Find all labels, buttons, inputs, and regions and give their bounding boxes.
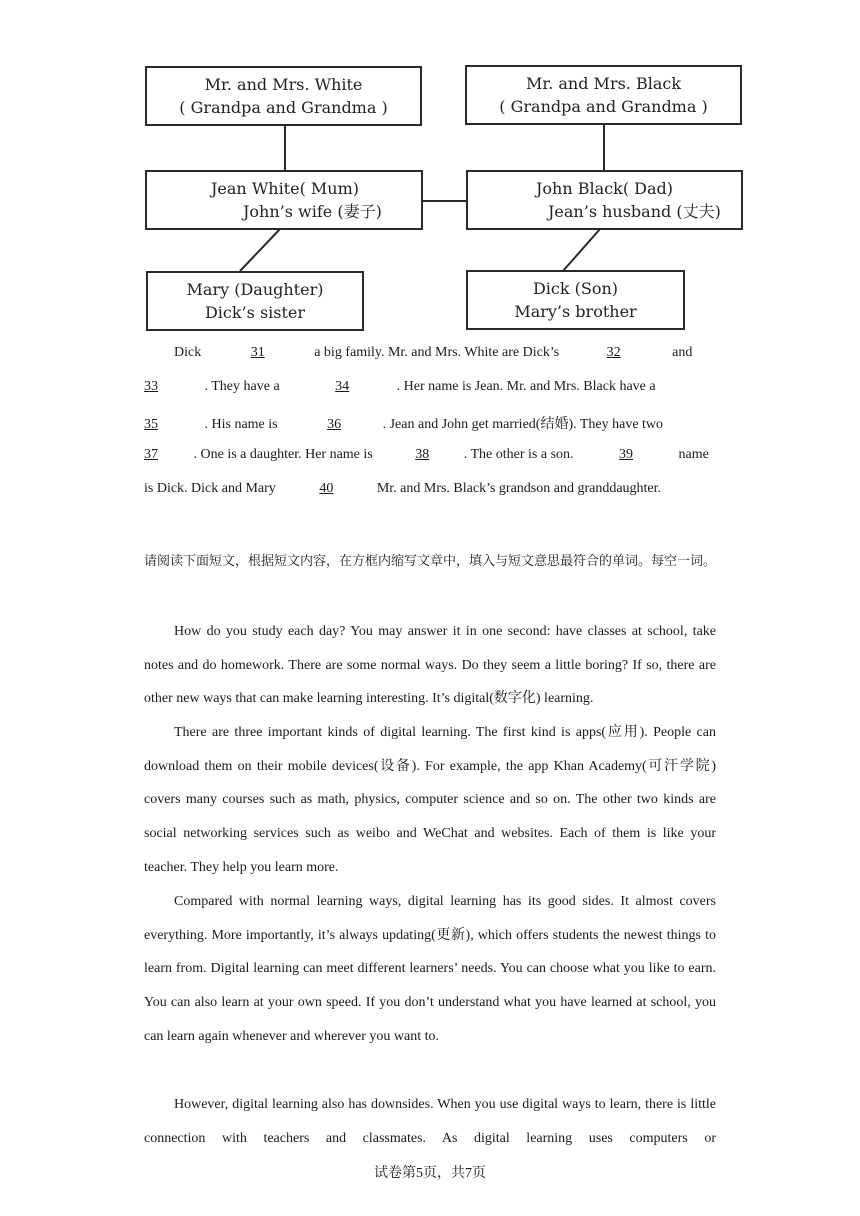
box-daughter [146, 271, 364, 331]
box-line-1: Mary (Daughter) [186, 280, 324, 299]
cloze-line-4 [144, 447, 716, 463]
cloze-text: . His name is [204, 417, 278, 432]
blank-39[interactable]: 39 [619, 447, 634, 462]
box-line-2: John’s wife (妻子) [243, 202, 382, 221]
box-line-1: Mr. and Mrs. White [204, 75, 363, 94]
blank-40[interactable]: 40 [319, 481, 334, 496]
cloze-text: . Jean and John get married(结婚). They have two [382, 417, 664, 432]
passage-paragraph-1: How do you study each day? You may answer it in one second: have classes at school, take notes and do homework. There are some normal ways. Do they seem a little boring? If so, there are other new ways that can make learning interesting. It’s digital(数字化) learning. [144, 624, 716, 707]
cloze-text: . One is a daughter. Her name is [193, 447, 373, 462]
blank-34[interactable]: 34 [335, 379, 350, 394]
passage-paragraph-3: Compared with normal learning ways, digital learning has its good sides. It almost covers everything. More importantly, it’s always updating(更新), which offers students the newest things to learn from. Digital learning can meet different learners’ needs. You can choose what you like to earn. You can also learn at your own speed. If you don’t understand what you have learned at school, you can learn again whenever and wherever you want to. [144, 894, 716, 1044]
box-white-grandparents [145, 66, 422, 126]
box-line-2: Mary’s brother [514, 302, 637, 321]
cloze-line-1 [144, 345, 716, 361]
instruction-text: 请阅读下面短文，根据短文内容，在方框内缩写文章中，填入与短文意思最符合的单词。每空一词。 [144, 554, 717, 569]
passage-paragraph-2: There are three important kinds of digital learning. The first kind is apps(应用). People can download them on their mobile devices(设备). For example, the app Khan Academy(可汗学院) covers many courses such as math, physics, computer science and so on. The other two kinds are social networking services such as weibo and WeChat and websites. Each of them is like your teacher. They help you learn more. [144, 725, 716, 875]
cloze-text: . They have a [204, 379, 280, 394]
page-footer: 试卷第5页，共7页 [374, 1166, 486, 1181]
blank-35[interactable]: 35 [144, 417, 158, 432]
box-line-2: Jean’s husband (丈夫) [548, 202, 721, 221]
box-line-1: Jean White( Mum) [211, 179, 360, 198]
cloze-text: Mr. and Mrs. Black’s grandson and granddaughter. [376, 481, 662, 496]
blank-36[interactable]: 36 [327, 417, 342, 432]
blank-32[interactable]: 32 [606, 345, 621, 360]
box-line-2: ( Grandpa and Grandma ) [179, 98, 388, 117]
box-line-1: John Black( Dad) [536, 179, 673, 198]
box-mum [145, 170, 423, 230]
blank-38[interactable]: 38 [415, 447, 430, 462]
cloze-text: . Her name is Jean. Mr. and Mrs. Black have a [396, 379, 656, 394]
box-line-1: Mr. and Mrs. Black [525, 74, 682, 93]
box-line-2: ( Grandpa and Grandma ) [499, 97, 708, 116]
cloze-text: Dick [174, 345, 202, 360]
cloze-text: is Dick. Dick and Mary [144, 481, 276, 496]
passage-paragraph-4: However, digital learning also has downsides. When you use digital ways to learn, there is little connection with teachers and classmates. As digital learning uses computers or [144, 1097, 716, 1146]
box-son [466, 270, 685, 330]
blank-33[interactable]: 33 [144, 379, 158, 394]
cloze-text: a big family. Mr. and Mrs. White are Dick’s [314, 345, 560, 360]
blank-37[interactable]: 37 [144, 447, 158, 462]
cloze-text: and [672, 345, 693, 360]
box-dad [466, 170, 743, 230]
cloze-line-5 [144, 481, 716, 497]
box-black-grandparents [465, 65, 742, 125]
blank-31[interactable]: 31 [250, 345, 265, 360]
cloze-line-2 [144, 379, 716, 395]
cloze-text: name [678, 447, 709, 462]
cloze-line-3 [144, 413, 716, 433]
cloze-text: . The other is a son. [463, 447, 574, 462]
box-line-1: Dick (Son) [532, 279, 619, 298]
box-line-2: Dick’s sister [204, 303, 306, 322]
